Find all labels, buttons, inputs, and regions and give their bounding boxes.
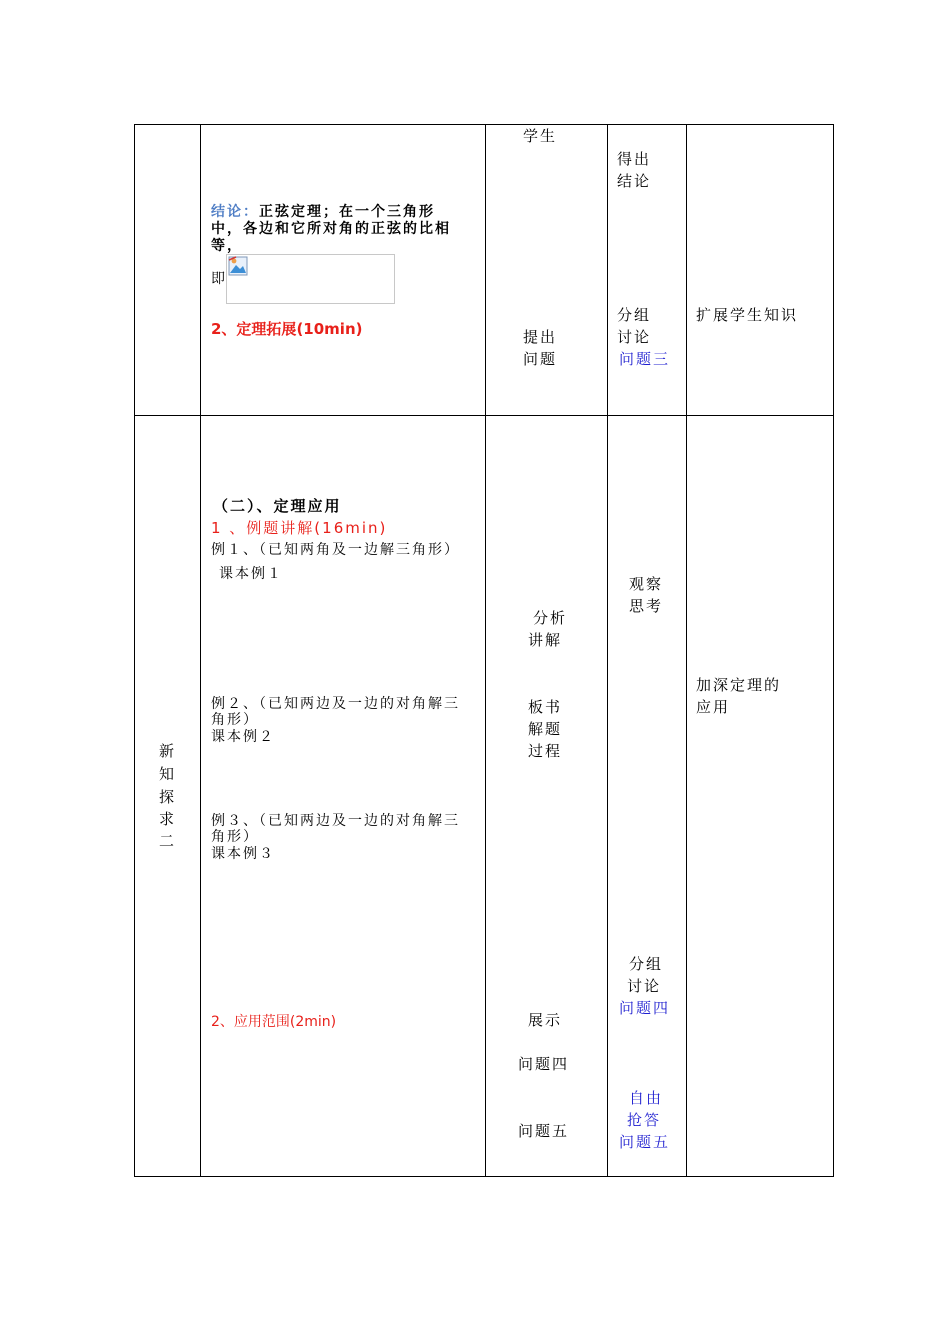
observe-line-2: 思考 (629, 597, 664, 615)
conclusion-line-3: 等， (211, 238, 243, 254)
theorem-extension: 2、定理拓展(10min) (211, 320, 363, 338)
analyze-line-2: 讲解 (528, 631, 563, 649)
conclusion-line-1 (211, 204, 435, 221)
table-col-divider-2 (485, 124, 486, 1177)
ask-question-line-1: 提出 (523, 328, 558, 346)
group-discuss-line-2: 讨论 (617, 328, 652, 346)
stage-char-1: 新 (159, 742, 175, 760)
section-title: （二）、定理应用 (213, 497, 342, 515)
example-1-line-1: 例１、（已知两角及一边解三角形） (211, 542, 460, 558)
free-answer-line-1: 自由 (629, 1089, 664, 1107)
conclusion-line-2: 中，各边和它所对角的正弦的比相 (211, 221, 451, 237)
question-four-blue: 问题四 (619, 999, 671, 1017)
example-1-line-2: 课本例１ (219, 566, 283, 582)
board-line-2: 解题 (528, 720, 563, 738)
example-2-line-2: 角形） (211, 712, 259, 728)
example-heading: 1 、例题讲解(16min) (211, 519, 388, 537)
example-2-line-3: 课本例２ (211, 729, 275, 745)
table-border-left (134, 124, 135, 1177)
ji-label: 即 (211, 271, 225, 287)
question-three: 问题三 (619, 350, 671, 368)
group-discuss-line-1: 分组 (617, 306, 652, 324)
stage-char-5: 二 (159, 832, 175, 850)
question-four-label: 问题四 (518, 1055, 570, 1073)
group-discuss-2-line-1: 分组 (629, 955, 664, 973)
free-answer-line-2: 抢答 (627, 1111, 662, 1129)
conclusion-text-1: 正弦定理；在一个三角形 (259, 204, 435, 220)
board-line-3: 过程 (528, 742, 563, 760)
group-discuss-2-line-2: 讨论 (627, 977, 662, 995)
goal-deepen-line-2: 应用 (696, 698, 731, 716)
example-3-line-2: 角形） (211, 829, 259, 845)
example-3-line-1: 例３、（已知两边及一边的对角解三 (211, 813, 460, 829)
application-range: 2、应用范围(2min) (211, 1014, 337, 1030)
observe-line-1: 观察 (629, 575, 664, 593)
example-3-line-3: 课本例３ (211, 846, 275, 862)
table-border-top (134, 124, 834, 125)
broken-image-icon (228, 256, 248, 276)
formula-image-placeholder (226, 254, 395, 304)
table-col-divider-1 (200, 124, 201, 1177)
ask-question-line-2: 问题 (523, 350, 558, 368)
stage-char-2: 知 (159, 765, 175, 783)
analyze-line-1: 分析 (533, 609, 568, 627)
goal-extend-knowledge: 扩展学生知识 (696, 306, 799, 324)
question-five-blue: 问题五 (619, 1133, 671, 1151)
goal-deepen-line-1: 加深定理的 (696, 676, 782, 694)
table-col-divider-4 (686, 124, 687, 1177)
student-label: 学生 (523, 127, 558, 145)
question-five-label: 问题五 (518, 1122, 570, 1140)
example-2-line-1: 例２、（已知两边及一边的对角解三 (211, 696, 460, 712)
board-line-1: 板书 (528, 698, 563, 716)
stage-char-4: 求 (159, 810, 175, 828)
conclusion-label: 结论： (211, 204, 259, 220)
conclude-line-2: 结论 (617, 172, 652, 190)
table-border-bottom (134, 1176, 834, 1177)
table-row-divider (134, 415, 834, 416)
conclude-line-1: 得出 (617, 150, 652, 168)
stage-char-3: 探 (159, 788, 175, 806)
table-border-right (833, 124, 834, 1177)
present-label: 展示 (528, 1011, 563, 1029)
table-col-divider-3 (607, 124, 608, 1177)
